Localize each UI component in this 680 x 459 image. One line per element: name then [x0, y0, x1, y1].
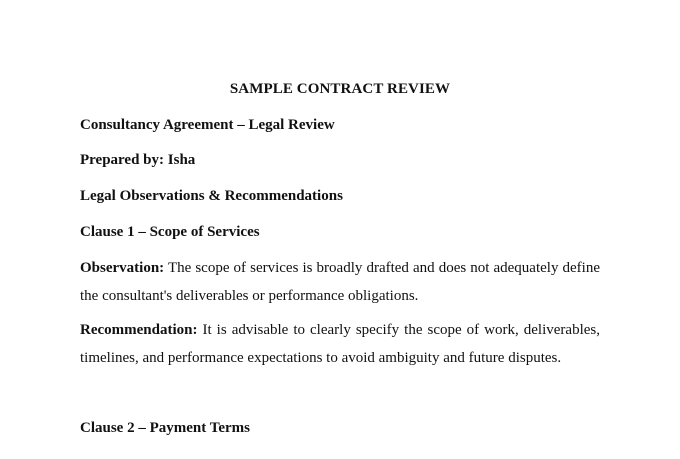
section-heading: Legal Observations & Recommendations: [80, 188, 343, 204]
observation-label: Observation:: [80, 260, 165, 276]
prepared-by: Prepared by: Isha: [80, 152, 196, 168]
recommendation-text: It is advisable to clearly specify the scope of work, deliverables, timelines, and performance expectations to avoid ambiguity and future disputes.: [80, 322, 600, 366]
clause-1-heading: Clause 1 – Scope of Services: [80, 224, 260, 240]
clause-2-heading: Clause 2 – Payment Terms: [80, 420, 250, 436]
recommendation-label: Recommendation:: [80, 322, 198, 338]
clause-1-observation: [80, 254, 600, 310]
observation-text: The scope of services is broadly drafted and does not adequately define the consultant's deliverables or performance obligations.: [80, 260, 600, 304]
clause-1-recommendation: [80, 316, 600, 372]
document-title: SAMPLE CONTRACT REVIEW: [229, 81, 451, 97]
document-subtitle: Consultancy Agreement – Legal Review: [80, 117, 335, 133]
